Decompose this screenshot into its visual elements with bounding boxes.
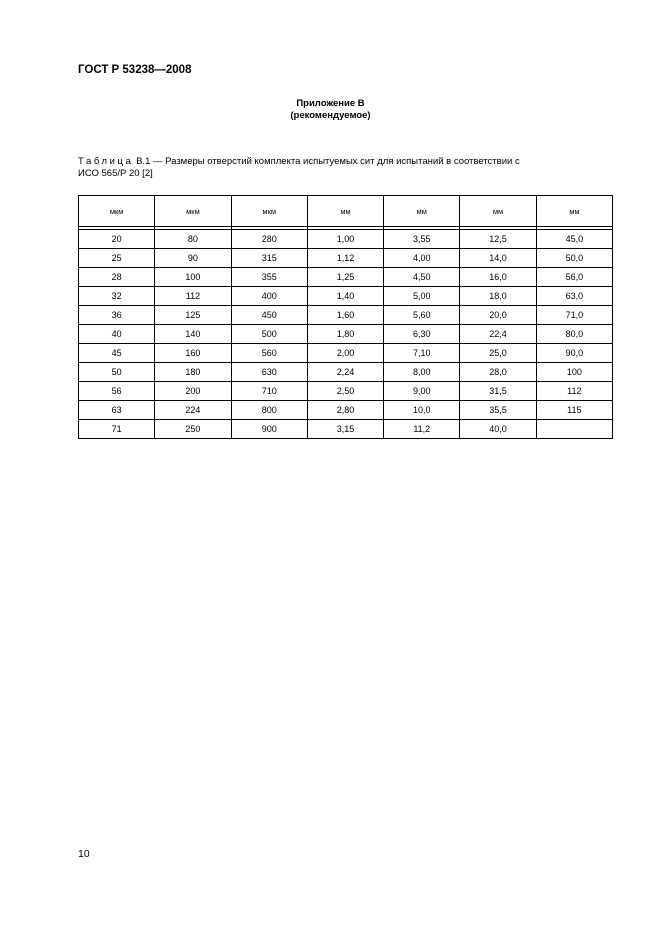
- table-cell: 56,0: [536, 268, 612, 287]
- table-cell: 112: [536, 382, 612, 401]
- column-header: мм: [460, 196, 536, 227]
- column-header: мм: [384, 196, 460, 227]
- table-cell: 250: [155, 420, 231, 439]
- table-cell: 2,00: [307, 344, 383, 363]
- table-cell: 16,0: [460, 268, 536, 287]
- table-caption-text: В.1 — Размеры отверстий комплекта испытуемых сит для испытаний в соответствии с: [133, 156, 520, 167]
- table-cell: 800: [231, 401, 307, 420]
- table-cell: 40: [79, 325, 155, 344]
- table-cell: 71,0: [536, 306, 612, 325]
- table-cell: 355: [231, 268, 307, 287]
- table-caption-line1: [78, 156, 598, 168]
- table-cell: 20,0: [460, 306, 536, 325]
- table-cell: 45,0: [536, 230, 612, 249]
- appendix-heading: [0, 98, 661, 122]
- document-id: ГОСТ Р 53238—2008: [78, 64, 192, 76]
- table-cell: 450: [231, 306, 307, 325]
- table-cell: 11,2: [384, 420, 460, 439]
- table-cell: 22,4: [460, 325, 536, 344]
- table-cell: 40,0: [460, 420, 536, 439]
- table-cell: 400: [231, 287, 307, 306]
- table-row: [79, 420, 613, 439]
- table-cell: 1,12: [307, 249, 383, 268]
- table-cell: 115: [536, 401, 612, 420]
- table-cell: 63: [79, 401, 155, 420]
- table-row: [79, 230, 613, 249]
- table-cell: 56: [79, 382, 155, 401]
- table-cell: 80,0: [536, 325, 612, 344]
- column-header: мкм: [231, 196, 307, 227]
- table-cell: 63,0: [536, 287, 612, 306]
- table-cell: 5,00: [384, 287, 460, 306]
- table-header-row: [79, 196, 613, 227]
- table-cell: 7,10: [384, 344, 460, 363]
- table-cell: 50,0: [536, 249, 612, 268]
- page-number: 10: [78, 848, 90, 860]
- column-header: мкм: [79, 196, 155, 227]
- sieve-aperture-table: [78, 195, 613, 439]
- table-cell: 10,0: [384, 401, 460, 420]
- table-cell: 180: [155, 363, 231, 382]
- appendix-title: Приложение В: [296, 98, 365, 109]
- table-cell: 900: [231, 420, 307, 439]
- table-cell: 80: [155, 230, 231, 249]
- appendix-subtitle: (рекомендуемое): [290, 110, 371, 121]
- column-header: мм: [536, 196, 612, 227]
- table-cell: 18,0: [460, 287, 536, 306]
- table-cell: 224: [155, 401, 231, 420]
- table-cell: 560: [231, 344, 307, 363]
- table-cell: 1,40: [307, 287, 383, 306]
- table-cell: 2,50: [307, 382, 383, 401]
- table-row: [79, 268, 613, 287]
- table-cell: 28,0: [460, 363, 536, 382]
- table-row: [79, 306, 613, 325]
- column-header: мкм: [155, 196, 231, 227]
- table-cell: 112: [155, 287, 231, 306]
- table-cell: 4,00: [384, 249, 460, 268]
- table-cell: 200: [155, 382, 231, 401]
- table-cell: 35,5: [460, 401, 536, 420]
- table-cell: 2,24: [307, 363, 383, 382]
- table-row: [79, 325, 613, 344]
- table-cell: 90: [155, 249, 231, 268]
- table-cell: 20: [79, 230, 155, 249]
- table-caption-word: Таблица: [78, 156, 134, 167]
- table-cell: 280: [231, 230, 307, 249]
- table-cell: 25,0: [460, 344, 536, 363]
- table-cell: 90,0: [536, 344, 612, 363]
- table-cell: 8,00: [384, 363, 460, 382]
- table-cell: 140: [155, 325, 231, 344]
- table-cell: 1,80: [307, 325, 383, 344]
- table-cell: 4,50: [384, 268, 460, 287]
- table-cell: 45: [79, 344, 155, 363]
- table-row: [79, 401, 613, 420]
- table-body: [79, 227, 613, 439]
- table-cell: 25: [79, 249, 155, 268]
- table-cell: [536, 420, 612, 439]
- table-row: [79, 249, 613, 268]
- table-cell: 100: [536, 363, 612, 382]
- table-cell: 3,15: [307, 420, 383, 439]
- table-cell: 100: [155, 268, 231, 287]
- table-row: [79, 287, 613, 306]
- table-cell: 1,25: [307, 268, 383, 287]
- table-cell: 160: [155, 344, 231, 363]
- table-cell: 710: [231, 382, 307, 401]
- table-cell: 31,5: [460, 382, 536, 401]
- table-cell: 6,30: [384, 325, 460, 344]
- table-cell: 3,55: [384, 230, 460, 249]
- table-cell: 630: [231, 363, 307, 382]
- table-caption-line2: ИСО 565/Р 20 [2]: [78, 168, 153, 179]
- table-row: [79, 344, 613, 363]
- table-cell: 1,00: [307, 230, 383, 249]
- table-cell: 36: [79, 306, 155, 325]
- table-row: [79, 363, 613, 382]
- table-cell: 2,80: [307, 401, 383, 420]
- table-caption: [78, 156, 598, 180]
- table-cell: 71: [79, 420, 155, 439]
- column-header: мм: [307, 196, 383, 227]
- table-cell: 315: [231, 249, 307, 268]
- table-cell: 32: [79, 287, 155, 306]
- table-cell: 1,60: [307, 306, 383, 325]
- table-cell: 12,5: [460, 230, 536, 249]
- table-cell: 50: [79, 363, 155, 382]
- table-cell: 28: [79, 268, 155, 287]
- table-cell: 500: [231, 325, 307, 344]
- table-cell: 9,00: [384, 382, 460, 401]
- table-cell: 125: [155, 306, 231, 325]
- table-cell: 14,0: [460, 249, 536, 268]
- table-row: [79, 382, 613, 401]
- table-cell: 5,60: [384, 306, 460, 325]
